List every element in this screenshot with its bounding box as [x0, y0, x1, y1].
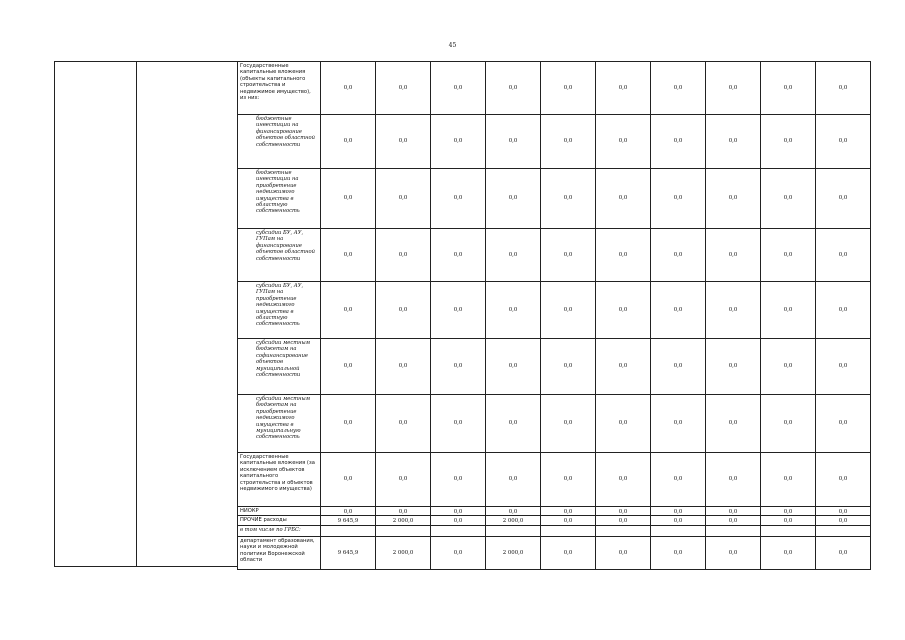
- value-cell: 0,0: [431, 229, 486, 282]
- value-cell: 0,0: [431, 395, 486, 453]
- value-cell: 0,0: [706, 62, 761, 115]
- value-cell: 0,0: [706, 395, 761, 453]
- value-cell: 0,0: [431, 115, 486, 169]
- value-cell: 0,0: [541, 516, 596, 525]
- value-cell: 0,0: [651, 453, 706, 507]
- table-row: [238, 62, 871, 115]
- value-cell: 0,0: [376, 339, 431, 395]
- value-cell: 0,0: [376, 229, 431, 282]
- value-cell: 0,0: [486, 62, 541, 115]
- value-cell: 0,0: [541, 453, 596, 507]
- value-cell: 0,0: [321, 229, 376, 282]
- value-cell: [761, 525, 816, 536]
- value-cell: 0,0: [541, 395, 596, 453]
- value-cell: [816, 525, 871, 536]
- value-cell: 0,0: [706, 229, 761, 282]
- table-row: [238, 282, 871, 339]
- row-label: субсидии местным бюджетам на приобретение недвижимого имущества в муниципальную собственность: [238, 395, 321, 453]
- value-cell: [431, 525, 486, 536]
- value-cell: 0,0: [651, 536, 706, 569]
- value-cell: 0,0: [321, 62, 376, 115]
- value-cell: 0,0: [651, 115, 706, 169]
- bottom-border-left: [54, 566, 237, 567]
- value-cell: 0,0: [541, 507, 596, 516]
- value-cell: 0,0: [321, 169, 376, 229]
- value-cell: 0,0: [321, 453, 376, 507]
- table-row: [238, 169, 871, 229]
- table-row: [238, 115, 871, 169]
- value-cell: 0,0: [761, 453, 816, 507]
- value-cell: 0,0: [431, 62, 486, 115]
- value-cell: 0,0: [706, 536, 761, 569]
- value-cell: 0,0: [486, 282, 541, 339]
- value-cell: 0,0: [596, 115, 651, 169]
- value-cell: 0,0: [761, 516, 816, 525]
- value-cell: 0,0: [706, 339, 761, 395]
- value-cell: 0,0: [706, 507, 761, 516]
- value-cell: 2 000,0: [486, 536, 541, 569]
- left-column-border: [54, 61, 55, 566]
- value-cell: 0,0: [596, 229, 651, 282]
- value-cell: 0,0: [706, 169, 761, 229]
- value-cell: 0,0: [706, 115, 761, 169]
- value-cell: 0,0: [651, 282, 706, 339]
- row-label: субсидии БУ, АУ, ГУПам на финансирование объектов областной собственности: [238, 229, 321, 282]
- row-label: НИОКР: [238, 507, 321, 516]
- value-cell: 0,0: [596, 453, 651, 507]
- row-label: департамент образования, науки и молодежной политики Воронежской области: [238, 536, 321, 569]
- value-cell: 0,0: [431, 339, 486, 395]
- value-cell: 0,0: [431, 516, 486, 525]
- table-row: [238, 516, 871, 525]
- value-cell: 0,0: [816, 339, 871, 395]
- value-cell: 0,0: [596, 516, 651, 525]
- value-cell: 0,0: [486, 339, 541, 395]
- table-row: [238, 339, 871, 395]
- value-cell: 0,0: [486, 229, 541, 282]
- value-cell: 0,0: [761, 62, 816, 115]
- value-cell: 0,0: [376, 395, 431, 453]
- value-cell: 0,0: [761, 507, 816, 516]
- table-row: [238, 453, 871, 507]
- value-cell: 0,0: [761, 282, 816, 339]
- value-cell: 0,0: [376, 115, 431, 169]
- value-cell: 0,0: [431, 507, 486, 516]
- value-cell: 0,0: [541, 339, 596, 395]
- value-cell: 0,0: [486, 395, 541, 453]
- row-label: Государственные капитальные вложения (за исключением объектов капитального строительства и объектов недвижимого имущества): [238, 453, 321, 507]
- value-cell: [376, 525, 431, 536]
- value-cell: 0,0: [376, 453, 431, 507]
- second-column-border: [136, 61, 137, 566]
- value-cell: 0,0: [816, 169, 871, 229]
- value-cell: 0,0: [761, 339, 816, 395]
- value-cell: 0,0: [651, 395, 706, 453]
- value-cell: 0,0: [706, 453, 761, 507]
- table-row: [238, 229, 871, 282]
- value-cell: 2 000,0: [486, 516, 541, 525]
- value-cell: 0,0: [376, 62, 431, 115]
- row-label: бюджетные инвестиции на приобретение недвижимого имущества в областную собственность: [238, 169, 321, 229]
- value-cell: 0,0: [816, 453, 871, 507]
- value-cell: 0,0: [761, 536, 816, 569]
- row-label: субсидии местным бюджетам на софинансирование объектов муниципальной собственности: [238, 339, 321, 395]
- value-cell: 0,0: [376, 507, 431, 516]
- row-label: в том числе по ГРБС:: [238, 525, 321, 536]
- value-cell: 0,0: [321, 507, 376, 516]
- table-row: [238, 395, 871, 453]
- value-cell: 0,0: [596, 536, 651, 569]
- value-cell: 0,0: [486, 507, 541, 516]
- table-row: [238, 525, 871, 536]
- value-cell: 0,0: [706, 516, 761, 525]
- table-row: [238, 536, 871, 569]
- value-cell: 0,0: [321, 339, 376, 395]
- value-cell: 0,0: [596, 395, 651, 453]
- value-cell: 0,0: [761, 115, 816, 169]
- table-row: [238, 507, 871, 516]
- value-cell: 2 000,0: [376, 536, 431, 569]
- page-number: 45: [448, 42, 457, 49]
- value-cell: 0,0: [431, 282, 486, 339]
- value-cell: 0,0: [651, 516, 706, 525]
- financing-table: [237, 61, 871, 570]
- value-cell: 0,0: [541, 229, 596, 282]
- value-cell: 0,0: [541, 115, 596, 169]
- value-cell: 0,0: [431, 453, 486, 507]
- value-cell: 0,0: [321, 115, 376, 169]
- value-cell: 0,0: [321, 395, 376, 453]
- value-cell: 0,0: [816, 115, 871, 169]
- value-cell: [596, 525, 651, 536]
- value-cell: [486, 525, 541, 536]
- value-cell: 0,0: [761, 229, 816, 282]
- value-cell: 0,0: [816, 282, 871, 339]
- value-cell: 0,0: [431, 169, 486, 229]
- value-cell: 0,0: [816, 536, 871, 569]
- value-cell: 0,0: [431, 536, 486, 569]
- value-cell: 0,0: [486, 453, 541, 507]
- value-cell: 0,0: [651, 507, 706, 516]
- value-cell: 0,0: [761, 395, 816, 453]
- row-label: субсидии БУ, АУ, ГУПам на приобретение недвижимого имущества в областную собственность: [238, 282, 321, 339]
- value-cell: [651, 525, 706, 536]
- value-cell: 0,0: [651, 229, 706, 282]
- value-cell: 0,0: [651, 339, 706, 395]
- value-cell: 9 645,9: [321, 536, 376, 569]
- value-cell: 0,0: [596, 62, 651, 115]
- value-cell: 0,0: [376, 282, 431, 339]
- value-cell: [321, 525, 376, 536]
- value-cell: 0,0: [541, 169, 596, 229]
- value-cell: 0,0: [541, 62, 596, 115]
- value-cell: 0,0: [761, 169, 816, 229]
- value-cell: 0,0: [486, 169, 541, 229]
- value-cell: 0,0: [816, 395, 871, 453]
- row-label: Государственные капитальные вложения (объекты капитального строительства и недвижимое имущество), из них:: [238, 62, 321, 115]
- row-label: ПРОЧИЕ расходы: [238, 516, 321, 525]
- value-cell: 0,0: [596, 507, 651, 516]
- value-cell: [541, 525, 596, 536]
- value-cell: 0,0: [486, 115, 541, 169]
- value-cell: 0,0: [321, 282, 376, 339]
- row-label: бюджетные инвестиции на финансирование объектов областной собственности: [238, 115, 321, 169]
- value-cell: 0,0: [816, 507, 871, 516]
- value-cell: 9 645,9: [321, 516, 376, 525]
- value-cell: 0,0: [596, 282, 651, 339]
- top-border-left: [54, 61, 237, 62]
- value-cell: 0,0: [596, 339, 651, 395]
- value-cell: 0,0: [706, 282, 761, 339]
- value-cell: 0,0: [816, 516, 871, 525]
- value-cell: 0,0: [651, 169, 706, 229]
- value-cell: 0,0: [376, 169, 431, 229]
- value-cell: 0,0: [816, 229, 871, 282]
- value-cell: 0,0: [596, 169, 651, 229]
- value-cell: 0,0: [541, 282, 596, 339]
- value-cell: 0,0: [541, 536, 596, 569]
- value-cell: 0,0: [816, 62, 871, 115]
- value-cell: [706, 525, 761, 536]
- value-cell: 0,0: [651, 62, 706, 115]
- value-cell: 2 000,0: [376, 516, 431, 525]
